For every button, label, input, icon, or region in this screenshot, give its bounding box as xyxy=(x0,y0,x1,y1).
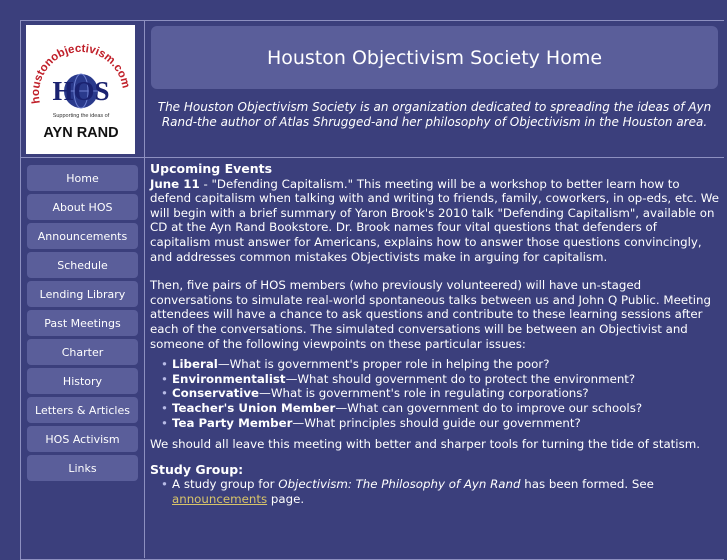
event-body: - "Defending Capitalism." This meeting will be a workshop to better learn how to defend capitalism when talking with and writing to friends, family, coworkers, in op-eds, etc. We will begin with a brief summary of Yaron Brook's 2010 talk "Defending Capitalism", available on CD at the Ayn Rand Bookstore. Dr. Brook names four vital questions that defenders of capitalism must answer for Americans, explains how to answer those questions convincingly, and addresses common mistakes Objectivists make in arguing for capitalism. xyxy=(150,176,720,264)
viewpoint-text: —What is government's role in regulating corporations? xyxy=(259,386,589,401)
tagline: The Houston Objectivism Society is an organization dedicated to spreading the ideas of Ayn Rand-the author of Atlas Shrugged-and her philosophy of Objectivism in the Houston area. xyxy=(157,100,712,129)
announcements-link[interactable]: announcements xyxy=(172,491,268,506)
event-date: June 11 xyxy=(150,176,200,191)
nav-letters-articles[interactable]: Letters & Articles xyxy=(27,397,138,423)
logo-cell xyxy=(20,20,145,158)
viewpoint-text: —What can government do to improve our schools? xyxy=(335,400,643,415)
logo-initials: HOS xyxy=(52,76,110,106)
list-item xyxy=(172,372,720,387)
viewpoint-label: Liberal xyxy=(172,357,218,372)
list-item xyxy=(172,401,720,416)
viewpoint-text: —What is government's proper role in helping the poor? xyxy=(217,357,550,372)
nav-history[interactable]: History xyxy=(27,368,138,394)
nav-schedule[interactable]: Schedule xyxy=(27,252,138,278)
list-item xyxy=(172,416,720,431)
viewpoint-text: —What should government do to protect the environment? xyxy=(285,371,636,386)
study-group-heading: Study Group: xyxy=(150,461,244,477)
logo-arc-text: houstonobjectivism.com xyxy=(29,42,132,105)
page-title: Houston Objectivism Society Home xyxy=(266,46,603,69)
list-item xyxy=(172,386,720,401)
header xyxy=(145,20,724,158)
main-content xyxy=(150,162,720,506)
event-paragraph xyxy=(150,177,720,265)
logo-name: AYN RAND xyxy=(43,125,119,141)
study-text-post: page. xyxy=(267,491,305,506)
list-item xyxy=(172,477,720,506)
nav-lending-library[interactable]: Lending Library xyxy=(27,281,138,307)
list-item xyxy=(172,357,720,372)
study-list xyxy=(150,477,720,506)
study-book-title: Objectivism: The Philosophy of Ayn Rand xyxy=(278,477,521,492)
conversations-paragraph: Then, five pairs of HOS members (who previously volunteered) will have un-staged conversations to simulate real-world spontaneous talks between us and John Q Public. Meeting attendees will have a chance to ask questions and contribute to these learning sessions after each of the conversations. The simulated conversations will be between an Objectivist and someone of the following viewpoints on these particular issues: xyxy=(150,278,711,351)
viewpoint-label: Tea Party Member xyxy=(172,415,293,430)
hos-logo-graphic xyxy=(26,25,135,154)
viewpoint-label: Teacher's Union Member xyxy=(172,400,336,415)
hos-logo[interactable] xyxy=(26,25,135,154)
closing-paragraph: We should all leave this meeting with better and sharper tools for turning the tide of statism. xyxy=(150,437,700,452)
study-text-mid: has been formed. See xyxy=(520,477,654,492)
viewpoint-text: —What principles should guide our government? xyxy=(292,415,581,430)
nav-announcements[interactable]: Announcements xyxy=(27,223,138,249)
study-text-pre: A study group for xyxy=(172,477,279,492)
nav-past-meetings[interactable]: Past Meetings xyxy=(27,310,138,336)
sidebar-nav xyxy=(20,158,145,558)
viewpoint-label: Conservative xyxy=(172,386,260,401)
logo-support-text: Supporting the ideas of xyxy=(52,113,110,119)
nav-charter[interactable]: Charter xyxy=(27,339,138,365)
nav-links[interactable]: Links xyxy=(27,455,138,481)
viewpoint-label: Environmentalist xyxy=(172,371,286,386)
page-title-box xyxy=(151,26,718,89)
viewpoints-list xyxy=(150,357,720,430)
nav-about-hos[interactable]: About HOS xyxy=(27,194,138,220)
nav-home[interactable]: Home xyxy=(27,165,138,191)
upcoming-events-heading: Upcoming Events xyxy=(150,161,273,176)
nav-hos-activism[interactable]: HOS Activism xyxy=(27,426,138,452)
